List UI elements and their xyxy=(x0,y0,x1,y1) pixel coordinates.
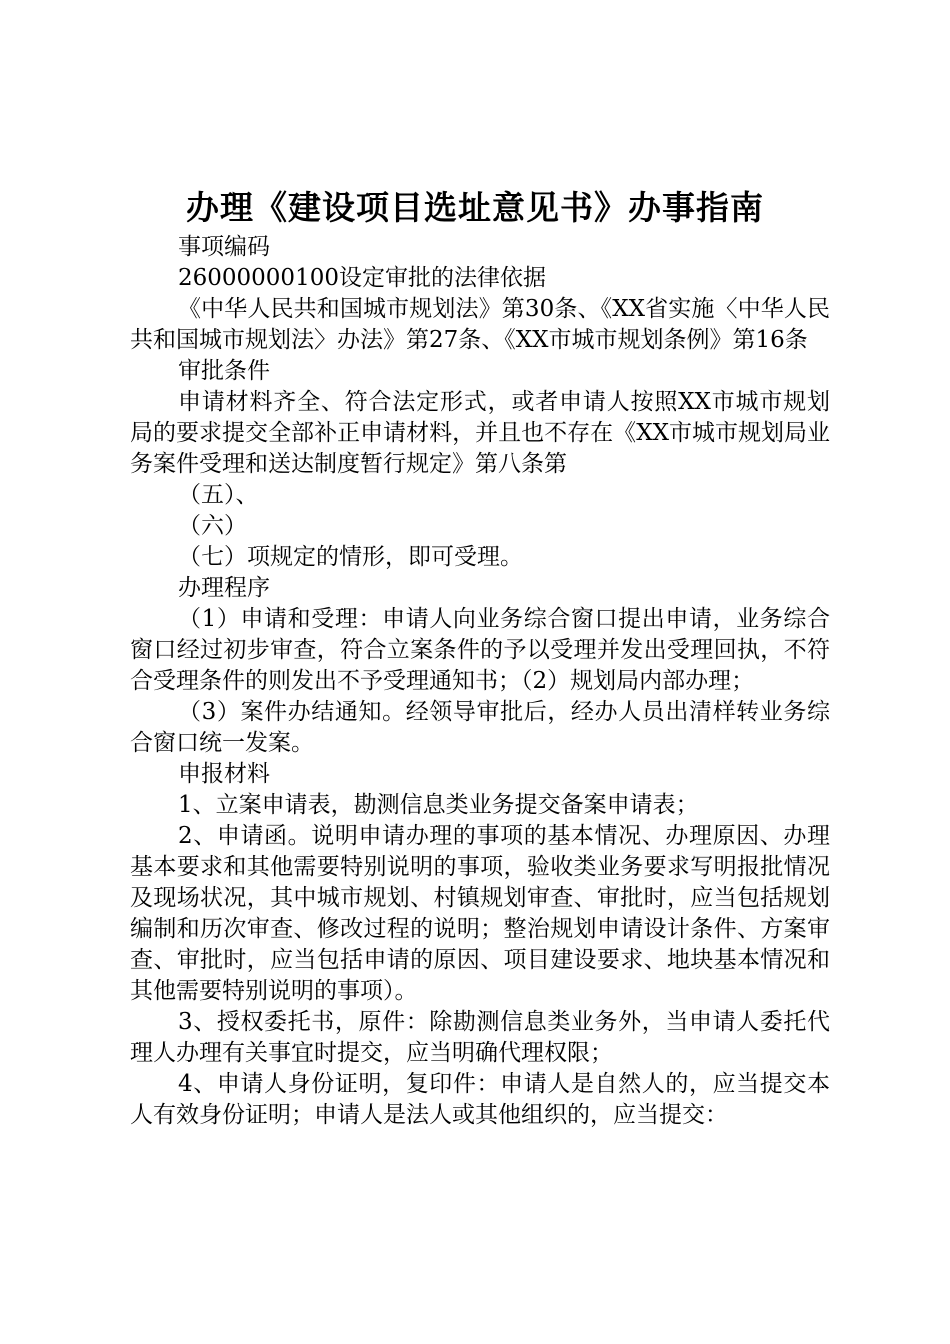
document-title: 办理《建设项目选址意见书》办事指南 xyxy=(186,188,764,227)
paragraph-material-2: 2、申请函。说明申请办理的事项的基本情况、办理原因、办理基本要求和其他需要特别说明的事项，验收类业务要求写明报批情况及现场状况，其中城市规划、村镇规划审查、审批时，应当包括规划编制和历次审查、修改过程的说明；整治规划申请设计条件、方案审查、审批时，应当包括申请的原因、项目建设要求、地块基本情况和其他需要特别说明的事项）。 xyxy=(130,823,830,1004)
paragraph-material-1: 1、立案申请表，勘测信息类业务提交备案申请表； xyxy=(178,792,699,818)
paragraph-procedure-step-3: （3）案件办结通知。经领导审批后，经办人员出清样转业务综合窗口统一发案。 xyxy=(130,699,830,756)
paragraph-item-code-label: 事项编码 xyxy=(178,234,270,260)
paragraph-legal-basis: 《中华人民共和国城市规划法》第30条、《XX省实施〈中华人民共和国城市规划法〉办法》第27条、《XX市城市规划条例》第16条 xyxy=(130,296,830,353)
paragraph-materials-label: 申报材料 xyxy=(178,761,270,787)
paragraph-item-code-and-legal-basis-label: 26000000100设定审批的法律依据 xyxy=(178,265,546,291)
paragraph-procedure-step-1-2: （1）申请和受理：申请人向业务综合窗口提出申请，业务综合窗口经过初步审查，符合立案条件的予以受理并发出受理回执，不符合受理条件的则发出不予受理通知书；（2）规划局内部办理； xyxy=(130,606,830,694)
paragraph-material-3: 3、授权委托书，原件：除勘测信息类业务外，当申请人委托代理人办理有关事宜时提交，应当明确代理权限； xyxy=(130,1009,830,1066)
paragraph-clause-five: （五）、 xyxy=(178,482,259,508)
paragraph-clause-seven: （七）项规定的情形，即可受理。 xyxy=(178,544,523,570)
paragraph-procedure-label: 办理程序 xyxy=(178,575,270,601)
paragraph-approval-conditions-label: 审批条件 xyxy=(178,358,270,384)
paragraph-approval-conditions: 申请材料齐全、符合法定形式，或者申请人按照XX市城市规划局的要求提交全部补正申请材料，并且也不存在《XX市城市规划局业务案件受理和送达制度暂行规定》第八条第 xyxy=(130,389,830,477)
paragraph-clause-six: （六） xyxy=(178,513,247,539)
paragraph-material-4: 4、申请人身份证明，复印件：申请人是自然人的，应当提交本人有效身份证明；申请人是法人或其他组织的，应当提交： xyxy=(130,1071,830,1128)
document-body xyxy=(130,232,830,1131)
